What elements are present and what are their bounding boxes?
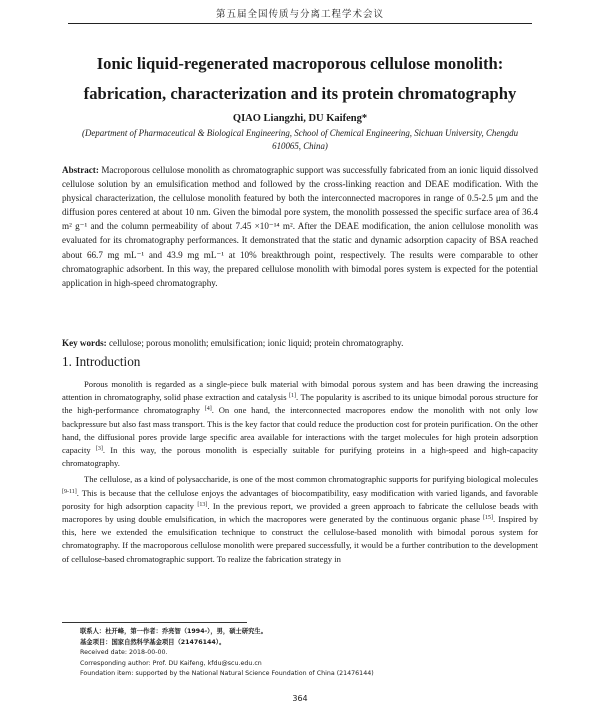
page-number: 364 [292, 694, 308, 703]
keywords [62, 336, 538, 350]
affiliation: (Department of Pharmaceutical & Biological Engineering, School of Chemical Engineering, Sichuan University, Chengdu 610065, China) [81, 128, 519, 151]
footnote-foundation: Foundation item: supported by the National Natural Science Foundation of China (21476144) [80, 670, 374, 677]
running-header: 第五届全国传质与分离工程学术会议 [68, 6, 532, 24]
citation-ref: [9-11] [62, 488, 77, 495]
paragraph [62, 378, 538, 470]
paragraph-text: The cellulose, as a kind of polysaccharide, is one of the most common chromatographic supports for purifying biological molecules [84, 474, 538, 485]
footnotes [80, 627, 520, 680]
paragraph-text: . This is because that the cellulose enjoys the advantages of biocompatibility, easy modification with varied ligands, and favorable porosity for high adsorption capacity [62, 487, 538, 511]
citation-ref: [15] [483, 515, 494, 522]
citation-ref: [1] [289, 393, 297, 400]
citation-ref: [13] [197, 501, 208, 508]
footnote-divider [62, 622, 247, 623]
keywords-text: cellulose; porous monolith; emulsification; ionic liquid; protein chromatography. [109, 338, 404, 348]
paragraph [62, 473, 538, 565]
footnote-corresponding: Corresponding author: Prof. DU Kaifeng, kfdu@scu.edu.cn [80, 659, 262, 667]
section-heading: 1. Introduction [62, 354, 141, 369]
paragraph-text: . The popularity is ascribed to its unique bimodal porous structure for the high-performance chromatography [62, 392, 538, 416]
citation-ref: [3] [95, 446, 103, 453]
footnote-received: Received date: 2018-00-00. [80, 649, 168, 656]
paragraph-text: . On one hand, the interconnected macropores endow the monolith with not only low backpressure but also fast mass transport. This is the key factor that could reduce the production cost for protein purification. On the other hand, the diffusional pores provide large specific area available for interactions with the target molecules for high protein adsorption capacity [62, 405, 538, 456]
abstract [62, 163, 538, 290]
author-list: QIAO Liangzhi, DU Kaifeng* [232, 113, 368, 124]
paragraph-text: . In this way, the porous monolith is especially suitable for purifying proteins in a high-speed and high-capacity chromatography. [62, 445, 538, 469]
keywords-label: Key words: [62, 338, 107, 348]
citation-ref: [4] [204, 406, 212, 413]
paper-title-line-2: fabrication, characterization and its protein chromatography [83, 84, 517, 103]
paragraph-text: . Inspired by this, here we extended the emulsification technique to construct the cellulose-based monolith with bimodal porous system for chromatography. If the macroporous cellulose monolith were prepared successfully, it would be a further contribution to the development of cellulose-based chromatographic support. To realize the fabrication strategy in [62, 514, 539, 564]
paragraph-text: . In the previous report, we provided a green approach to fabricate the cellulose beads with macropores by using double emulsification, in which the macropores were generated by the continuous organic phase [62, 500, 538, 525]
abstract-label: Abstract: [62, 165, 99, 175]
paper-title-line-1: Ionic liquid-regenerated macroporous cellulose monolith: [96, 54, 504, 73]
paragraph-text: Porous monolith is regarded as a single-piece bulk material with bimodal porous system and has been drawing the increasing attention in chromatography, solid phase extraction and catalysis [62, 379, 538, 403]
introduction-body [62, 378, 538, 566]
footnote-contact: 联系人：杜开峰，第一作者：乔亮智（1994-），男，硕士研究生。 [80, 628, 268, 635]
footnote-fund: 基金项目：国家自然科学基金项目（21476144）。 [80, 638, 226, 646]
abstract-text: Macroporous cellulose monolith as chromatographic support was successfully fabricated from an ionic liquid dissolved cellulose solution by an emulsification method and followed by the cross-linking reaction and DEAE modification. With the physical characterization, the cellulose monolith featured by both the interconnected macropores in range of 0.5-2.5 μm and the diffusion pores centered at about 10 nm. Given the bimodal pore system, the monolith possessed the specific surface area of 36.4 m² g⁻¹ and the column permeability of about 7.45 ×10⁻¹⁴ m². After the DEAE modification, the anion cellulose monolith was evaluated for its chromatography performances. It demonstrated that the static and dynamic adsorption capacity of BSA reached about 66.7 mg mL⁻¹ and 43.9 mg mL⁻¹ at 10% breakthrough point, respectively. The results were comparable to other chromatographic adsorbent. In this way, the prepared cellulose monolith with bimodal pores system is expected for the potential application in high-speed chromatography. [62, 165, 538, 288]
